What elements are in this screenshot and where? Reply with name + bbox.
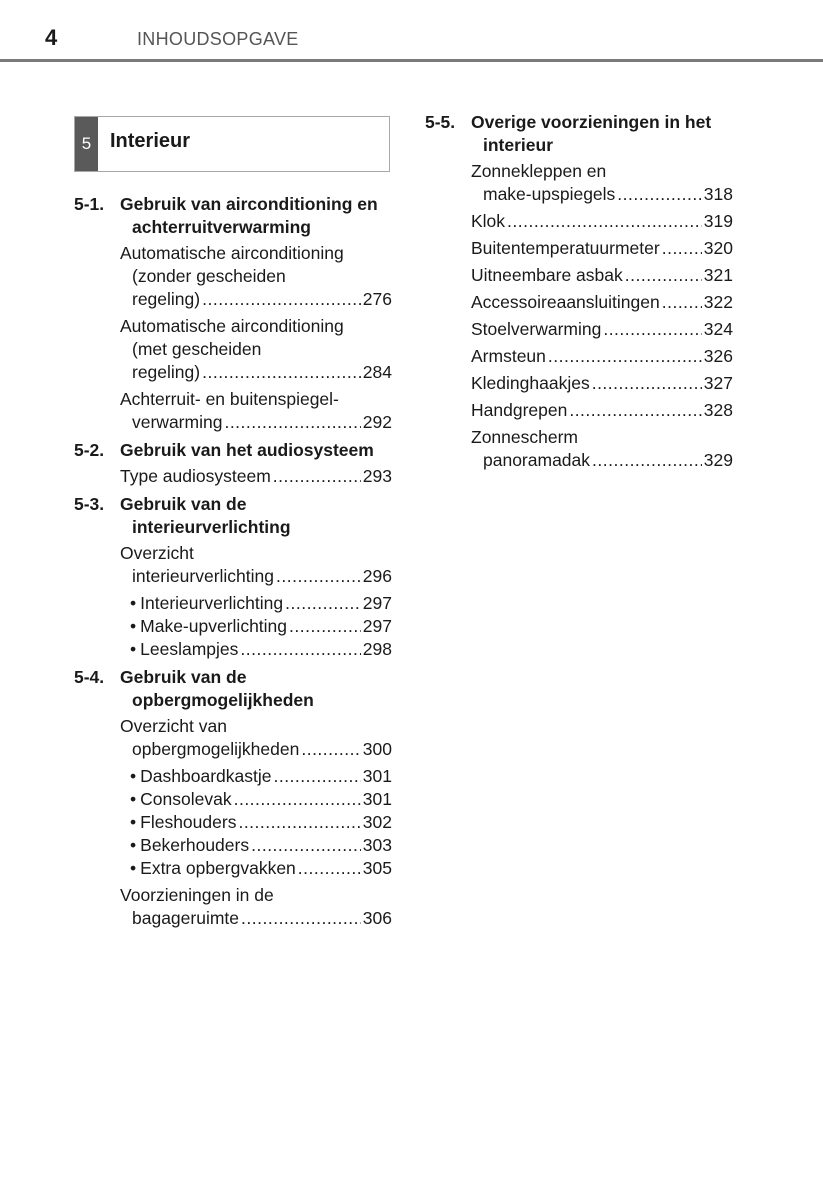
- toc-entry[interactable]: [471, 237, 733, 260]
- toc-entry-text: Consolevak: [140, 789, 232, 809]
- header-rule: [0, 59, 823, 62]
- toc-entry-line: [471, 291, 733, 314]
- toc-entry-text: Automatische airconditioning: [120, 316, 344, 336]
- toc-entry-line: [471, 426, 733, 449]
- chapter-heading: [74, 116, 390, 172]
- toc-sub-entry[interactable]: [120, 811, 392, 834]
- toc-entry-line: [120, 411, 392, 434]
- toc-sub-list: [120, 765, 392, 880]
- toc-entry-line: [120, 388, 392, 411]
- toc-entry[interactable]: [120, 315, 392, 384]
- toc-entry-text: Overzicht: [120, 543, 194, 563]
- leader-dots: [285, 592, 361, 615]
- toc-entry-line: [120, 315, 392, 338]
- leader-dots: [238, 811, 360, 834]
- toc-entry-line: [471, 210, 733, 233]
- toc-entry-text: regeling): [132, 289, 201, 309]
- chapter-title: Interieur: [110, 130, 191, 152]
- toc-entry-line: [120, 361, 392, 384]
- toc-sub-entry[interactable]: [120, 834, 392, 857]
- bullet-icon: •: [130, 812, 137, 832]
- toc-section: [425, 111, 733, 472]
- toc-entry-text: panoramadak: [483, 450, 591, 470]
- toc-entry-line: [471, 264, 733, 287]
- toc-entry-line: [471, 372, 733, 395]
- toc-entry-line: [471, 183, 733, 206]
- toc-page-number: 305: [362, 858, 392, 878]
- toc-section-title: Gebruik van de opbergmogelijkheden: [120, 667, 314, 710]
- toc-page-number: 322: [703, 292, 733, 312]
- toc-entry-line: [120, 242, 392, 265]
- toc-page-number: 301: [362, 766, 392, 786]
- toc-sub-entry[interactable]: [120, 615, 392, 638]
- toc-page-number: 320: [703, 238, 733, 258]
- toc-page-number: 329: [703, 450, 733, 470]
- page-header: [0, 0, 823, 64]
- toc-entry-line: [120, 884, 392, 907]
- toc-page-number: 321: [703, 265, 733, 285]
- toc-entry-text: Overzicht van: [120, 716, 227, 736]
- toc-column-left: [74, 193, 392, 935]
- toc-entry-text: Stoelverwarming: [471, 319, 602, 339]
- page-number: 4: [45, 25, 58, 50]
- toc-entry-line: [120, 565, 392, 588]
- toc-entry[interactable]: [471, 372, 733, 395]
- bullet-icon: •: [130, 789, 137, 809]
- leader-dots: [273, 765, 360, 788]
- toc-section-number: 5-4.: [74, 667, 105, 687]
- leader-dots: [603, 318, 701, 341]
- leader-dots: [251, 834, 361, 857]
- toc-entry-text: Type audiosysteem: [120, 466, 271, 486]
- toc-entry-text: (zonder gescheiden: [132, 266, 286, 286]
- leader-dots: [625, 264, 702, 287]
- toc-entry-text: regeling): [132, 362, 201, 382]
- toc-entry-line: [120, 288, 392, 311]
- leader-dots: [202, 361, 361, 384]
- leader-dots: [202, 288, 361, 311]
- leader-dots: [234, 788, 361, 811]
- toc-page-number: 296: [362, 566, 392, 586]
- toc-section-heading[interactable]: [74, 666, 392, 712]
- bullet-icon: •: [130, 766, 137, 786]
- toc-entry[interactable]: [120, 884, 392, 930]
- toc-entry[interactable]: [120, 388, 392, 434]
- leader-dots: [273, 465, 361, 488]
- toc-entry-line: [471, 318, 733, 341]
- toc-page-number: 284: [362, 362, 392, 382]
- toc-entry-line: [471, 449, 733, 472]
- toc-entry-text: opbergmogelijkheden: [132, 739, 300, 759]
- toc-entry-text: Leeslampjes: [140, 639, 239, 659]
- leader-dots: [298, 857, 361, 880]
- toc-entry[interactable]: [471, 210, 733, 233]
- toc-entry-line: [120, 738, 392, 761]
- toc-sub-entry[interactable]: [120, 788, 392, 811]
- toc-page-number: 276: [362, 289, 392, 309]
- toc-entry-line: [471, 160, 733, 183]
- toc-entry[interactable]: [471, 318, 733, 341]
- leader-dots: [289, 615, 361, 638]
- bullet-icon: •: [130, 593, 137, 613]
- bullet-icon: •: [130, 639, 137, 659]
- toc-entry-text: Buitentemperatuurmeter: [471, 238, 660, 258]
- toc-section-number: 5-2.: [74, 440, 105, 460]
- toc-page-number: 297: [362, 616, 392, 636]
- toc-section-title: Gebruik van airconditioning en achterruitverwarming: [120, 194, 378, 237]
- toc-entry[interactable]: [471, 264, 733, 287]
- toc-entry[interactable]: [471, 291, 733, 314]
- toc-entry-text: Handgrepen: [471, 400, 568, 420]
- toc-page-number: 298: [362, 639, 392, 659]
- toc-entry-text: Make-upverlichting: [140, 616, 288, 636]
- leader-dots: [662, 291, 702, 314]
- toc-page-number: 297: [362, 593, 392, 613]
- toc-entry-text: Automatische airconditioning: [120, 243, 344, 263]
- toc-section-heading[interactable]: [74, 493, 392, 539]
- toc-sub-entry[interactable]: [120, 765, 392, 788]
- toc-entry-text: Kledinghaakjes: [471, 373, 590, 393]
- toc-page-number: 292: [362, 412, 392, 432]
- toc-entry[interactable]: [471, 399, 733, 422]
- toc-page-number: 326: [703, 346, 733, 366]
- toc-page-number: 324: [703, 319, 733, 339]
- toc-entry-line: [120, 715, 392, 738]
- toc-page-number: 302: [362, 812, 392, 832]
- toc-entry-line: [471, 345, 733, 368]
- toc-section: [74, 439, 392, 488]
- toc-entry[interactable]: [471, 160, 733, 206]
- header-title: INHOUDSOPGAVE: [137, 29, 299, 49]
- toc-section-number: 5-3.: [74, 494, 105, 514]
- toc-entry-text: Fleshouders: [140, 812, 237, 832]
- toc-section: [74, 193, 392, 434]
- toc-entry-text: bagageruimte: [132, 908, 240, 928]
- toc-entry[interactable]: [120, 542, 392, 588]
- toc-entry[interactable]: [120, 242, 392, 311]
- leader-dots: [548, 345, 702, 368]
- toc-section: [74, 493, 392, 661]
- toc-entry-text: Achterruit- en buitenspiegel-: [120, 389, 339, 409]
- toc-section-title: Overige voorzieningen in het interieur: [471, 112, 712, 155]
- leader-dots: [224, 411, 360, 434]
- toc-page-number: 319: [703, 211, 733, 231]
- toc-entry[interactable]: [471, 345, 733, 368]
- toc-entry-text: Klok: [471, 211, 506, 231]
- toc-entry-text: Uitneembare asbak: [471, 265, 623, 285]
- toc-section-heading[interactable]: [74, 439, 392, 462]
- toc-page-number: 303: [362, 835, 392, 855]
- toc-entry-text: Interieurverlichting: [140, 593, 284, 613]
- toc-sub-entry[interactable]: [120, 857, 392, 880]
- toc-entry-text: make-upspiegels: [483, 184, 616, 204]
- toc-entry-text: verwarming: [132, 412, 223, 432]
- toc-page-number: 327: [703, 373, 733, 393]
- toc-entry-line: [120, 907, 392, 930]
- leader-dots: [617, 183, 702, 206]
- leader-dots: [592, 372, 702, 395]
- leader-dots: [592, 449, 702, 472]
- toc-page-number: 306: [362, 908, 392, 928]
- toc-section-heading[interactable]: [425, 111, 733, 157]
- leader-dots: [240, 638, 360, 661]
- toc-entry-text: (met gescheiden: [132, 339, 262, 359]
- toc-section-number: 5-1.: [74, 194, 105, 214]
- toc-entry-line: [120, 265, 392, 288]
- toc-entry-line: [120, 465, 392, 488]
- toc-page-number: 300: [362, 739, 392, 759]
- toc-entry[interactable]: [120, 465, 392, 488]
- leader-dots: [241, 907, 361, 930]
- leader-dots: [507, 210, 702, 233]
- leader-dots: [569, 399, 701, 422]
- toc-entry[interactable]: [120, 715, 392, 761]
- toc-page-number: 301: [362, 789, 392, 809]
- toc-section-number: 5-5.: [425, 112, 456, 132]
- bullet-icon: •: [130, 858, 137, 878]
- toc-entry-line: [471, 399, 733, 422]
- toc-entry-text: Zonnekleppen en: [471, 161, 607, 181]
- toc-entry-text: Armsteun: [471, 346, 546, 366]
- toc-section: [74, 666, 392, 930]
- toc-page-number: 293: [362, 466, 392, 486]
- toc-entry-line: [120, 338, 392, 361]
- leader-dots: [276, 565, 361, 588]
- toc-page-number: 328: [703, 400, 733, 420]
- toc-sub-entry[interactable]: [120, 592, 392, 615]
- toc-entry-text: interieurverlichting: [132, 566, 275, 586]
- toc-section-title: Gebruik van het audiosysteem: [120, 440, 374, 460]
- toc-sub-entry[interactable]: [120, 638, 392, 661]
- toc-entry-text: Zonnescherm: [471, 427, 578, 447]
- chapter-number: 5: [75, 117, 98, 171]
- toc-entry[interactable]: [471, 426, 733, 472]
- toc-entry-text: Voorzieningen in de: [120, 885, 274, 905]
- bullet-icon: •: [130, 616, 137, 636]
- toc-entry-text: Dashboardkastje: [140, 766, 272, 786]
- toc-section-title: Gebruik van de interieurverlichting: [120, 494, 291, 537]
- toc-entry-line: [120, 542, 392, 565]
- toc-entry-text: Bekerhouders: [140, 835, 250, 855]
- toc-page-number: 318: [703, 184, 733, 204]
- leader-dots: [662, 237, 702, 260]
- bullet-icon: •: [130, 835, 137, 855]
- toc-section-heading[interactable]: [74, 193, 392, 239]
- toc-column-right: [425, 111, 733, 477]
- toc-entry-text: Extra opbergvakken: [140, 858, 296, 878]
- toc-entry-text: Accessoireaansluitingen: [471, 292, 660, 312]
- toc-sub-list: [120, 592, 392, 661]
- leader-dots: [301, 738, 360, 761]
- toc-entry-line: [471, 237, 733, 260]
